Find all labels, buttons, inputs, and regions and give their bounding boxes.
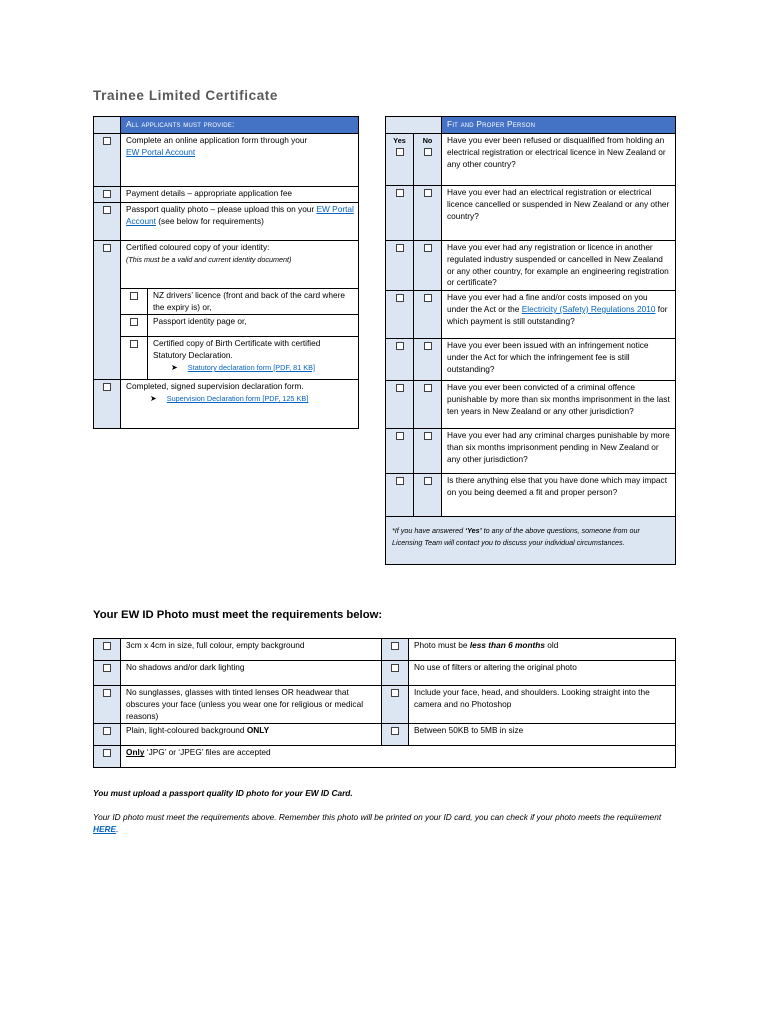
file-type-requirement: Only ‘JPG’ or ‘JPEG’ files are accepted: [121, 746, 676, 768]
fit-and-proper-table: [385, 116, 676, 565]
birth-certificate-checkbox[interactable]: [130, 340, 138, 348]
q4-yes-checkbox[interactable]: [396, 294, 404, 302]
identity-note: (This must be a valid and current identity document): [126, 254, 292, 264]
photo-requirements-note: Your ID photo must meet the requirements above. Remember this photo will be printed on your ID card, you can check if your photo meets the requirement HERE.: [93, 812, 662, 835]
payment-checkbox[interactable]: [103, 190, 111, 198]
q3-yes-checkbox[interactable]: [396, 244, 404, 252]
upload-photo-note: You must upload a passport quality ID photo for your EW ID Card.: [93, 788, 353, 798]
page-title: Trainee Limited Certificate: [93, 88, 279, 103]
question-7: Have you ever had any criminal charges punishable by more than six months imprisonment pending in New Zealand or any other jurisdiction?: [442, 429, 676, 474]
no-label: No: [422, 136, 433, 145]
framing-requirement: Include your face, head, and shoulders. Looking straight into the camera and no Photoshop: [409, 686, 676, 724]
framing-checkbox[interactable]: [391, 689, 399, 697]
size-colour-requirement: 3cm x 4cm in size, full colour, empty background: [121, 639, 382, 661]
payment-item: Payment details – appropriate application fee: [121, 187, 359, 203]
q1-no-checkbox[interactable]: [424, 148, 432, 156]
filters-checkbox[interactable]: [391, 664, 399, 672]
shadows-requirement: No shadows and/or dark lighting: [121, 661, 382, 686]
background-requirement: Plain, light-coloured background ONLY: [121, 724, 382, 746]
file-size-requirement: Between 50KB to 5MB in size: [409, 724, 676, 746]
birth-certificate-option: Certified copy of Birth Certificate with certified Statutory Declaration. ➤ Statutory declaration form [PDF, 81 KB]: [148, 337, 359, 380]
q1-yes-checkbox[interactable]: [396, 148, 404, 156]
applicants-header: All applicants must provide:: [121, 117, 359, 134]
supervision-declaration-link[interactable]: Supervision Declaration form [PDF, 125 KB]: [166, 394, 309, 404]
sunglasses-requirement: No sunglasses, glasses with tinted lenses OR headwear that obscures your face (unless you wear one for religious or medical reasons): [121, 686, 382, 724]
question-6: Have you ever been convicted of a criminal offence punishable by more than six months imprisonment in the last ten years in New Zealand or any other jurisdiction?: [442, 381, 676, 429]
online-form-item: Complete an online application form through your EW Portal Account: [121, 134, 359, 187]
drivers-licence-option: NZ drivers’ licence (front and back of the card where the expiry is) or,: [148, 288, 359, 315]
q5-yes-checkbox[interactable]: [396, 342, 404, 350]
applicant-requirements-table: [93, 116, 359, 429]
arrow-bullet-icon: ➤: [171, 362, 178, 372]
identity-item: Certified coloured copy of your identity: (This must be a valid and current identity document): [121, 240, 359, 288]
photo-item: Passport quality photo – please upload this on your EW Portal Account (see below for requirements): [121, 202, 359, 240]
electricity-regulations-link[interactable]: Electricity (Safety) Regulations 2010: [521, 303, 656, 314]
q7-no-checkbox[interactable]: [424, 432, 432, 440]
q2-yes-checkbox[interactable]: [396, 189, 404, 197]
file-size-checkbox[interactable]: [391, 727, 399, 735]
q8-yes-checkbox[interactable]: [396, 477, 404, 485]
question-8: Is there anything else that you have done which may impact on you being deemed a fit and proper person?: [442, 474, 676, 517]
sunglasses-checkbox[interactable]: [103, 689, 111, 697]
yes-label: Yes: [393, 136, 406, 145]
question-5: Have you ever been issued with an infringement notice under the Act for which the infringement fee is still outstanding?: [442, 339, 676, 381]
question-2: Have you ever had an electrical registration or electrical licence cancelled or suspended in New Zealand or any other country?: [442, 186, 676, 241]
q7-yes-checkbox[interactable]: [396, 432, 404, 440]
recency-checkbox[interactable]: [391, 642, 399, 650]
licensing-footnote: *If you have answered ‘Yes’ to any of the above questions, someone from our Licensing Team will contact you to discuss your individual circumstances.: [386, 517, 676, 565]
q5-no-checkbox[interactable]: [424, 342, 432, 350]
online-form-checkbox[interactable]: [103, 137, 111, 145]
size-colour-checkbox[interactable]: [103, 642, 111, 650]
ew-portal-link[interactable]: EW Portal Account: [126, 146, 196, 157]
arrow-bullet-icon: ➤: [150, 394, 157, 404]
here-link[interactable]: HERE: [93, 824, 117, 835]
drivers-licence-checkbox[interactable]: [130, 292, 138, 300]
fit-proper-header: Fit and Proper Person: [442, 117, 676, 134]
q4-no-checkbox[interactable]: [424, 294, 432, 302]
q3-no-checkbox[interactable]: [424, 244, 432, 252]
filters-requirement: No use of filters or altering the original photo: [409, 661, 676, 686]
supervision-checkbox[interactable]: [103, 383, 111, 391]
question-1: Have you ever been refused or disqualified from holding an electrical registration or electrical licence in New Zealand or any other country?: [442, 134, 676, 186]
question-3: Have you ever had any registration or licence in another regulated industry suspended or cancelled in New Zealand or any other country, for example an engineering registration or certificate?: [442, 241, 676, 291]
header-spacer: [94, 117, 121, 134]
shadows-checkbox[interactable]: [103, 664, 111, 672]
file-type-checkbox[interactable]: [103, 749, 111, 757]
photo-checkbox[interactable]: [103, 206, 111, 214]
ew-portal-link-2[interactable]: EW Portal Account: [126, 203, 354, 226]
q6-yes-checkbox[interactable]: [396, 384, 404, 392]
header-spacer: [386, 117, 442, 134]
background-checkbox[interactable]: [103, 727, 111, 735]
question-4: Have you ever had a fine and/or costs imposed on you under the Act or the Electricity (Safety) Regulations 2010 for which payment is still outstanding?: [442, 291, 676, 339]
passport-checkbox[interactable]: [130, 318, 138, 326]
identity-checkbox[interactable]: [103, 244, 111, 252]
photo-requirements-table: [93, 638, 676, 768]
q6-no-checkbox[interactable]: [424, 384, 432, 392]
statutory-declaration-link[interactable]: Statutory declaration form [PDF, 81 KB]: [187, 362, 316, 372]
recency-requirement: Photo must be less than 6 months old: [409, 639, 676, 661]
q8-no-checkbox[interactable]: [424, 477, 432, 485]
passport-option: Passport identity page or,: [148, 315, 359, 337]
photo-requirements-heading: Your EW ID Photo must meet the requirements below:: [93, 609, 383, 621]
q2-no-checkbox[interactable]: [424, 189, 432, 197]
supervision-item: Completed, signed supervision declaration form. ➤ Supervision Declaration form [PDF, 125 KB]: [121, 380, 359, 429]
